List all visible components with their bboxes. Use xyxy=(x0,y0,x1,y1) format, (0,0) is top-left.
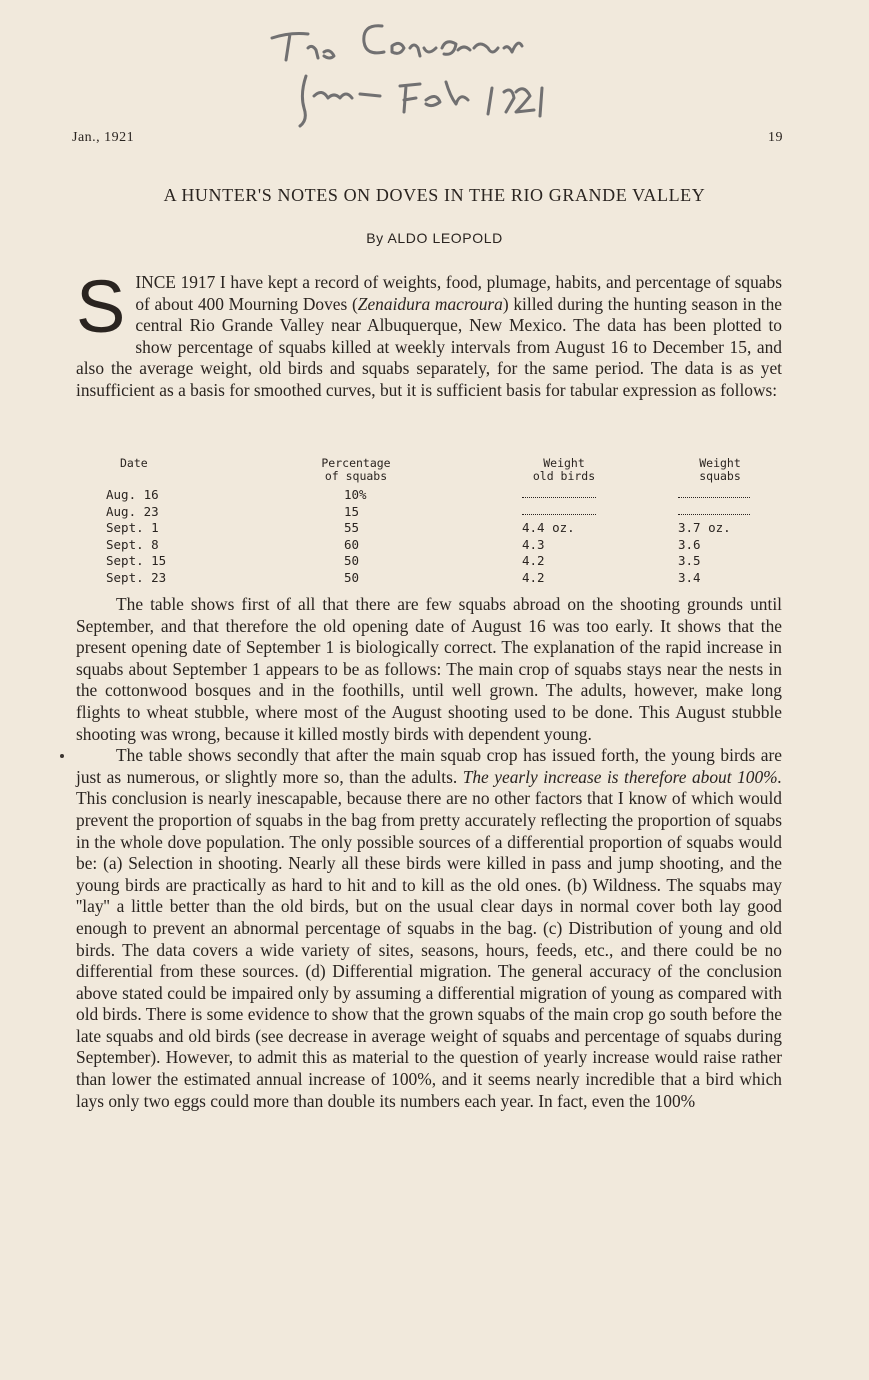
cell-weight-squabs: 3.5 xyxy=(678,553,701,568)
running-head xyxy=(72,130,783,146)
margin-mark xyxy=(60,754,64,758)
table-row xyxy=(76,553,776,570)
cell-percentage: 50 xyxy=(344,553,360,568)
drop-cap: S xyxy=(76,265,126,348)
table-header xyxy=(76,457,776,487)
article-body xyxy=(76,594,782,1112)
cell-percentage: 60 xyxy=(344,536,360,552)
species-name: Zenaidura macroura xyxy=(357,293,503,314)
cell-date: Sept. 15 xyxy=(106,553,167,568)
key-conclusion: The yearly increase is therefore about 100%. xyxy=(462,766,782,787)
header-weight-squabs-l1: Weight xyxy=(699,456,741,470)
cell-percentage: 10% xyxy=(344,487,367,502)
intro-text-b: ) killed during the hunting season in the central Rio Grande Valley near Albuquerque, New Mexico. The data has been plotted to show percentage of squabs killed at weekly intervals from August 16 to December 15, and also the average weight, old birds and squabs separately, for the same period. The data is as yet insufficient as a basis for smoothed curves, but it is sufficient basis for tabular expression as follows: xyxy=(76,293,782,400)
paragraph-1: The table shows first of all that there are few squabs abroad on the shooting grounds until September, and that therefore the old opening date of August 16 was too early. It shows that the present opening date of September 1 is biologically correct. The explanation of the rapid increase in squabs about September 1 appears to be as follows: The main crop of squabs stays near the nests in the cottonwood bosques and in the foothills, until well grown. The adults, however, make long flights to wheat stubble, where most of the August shooting used to be done. This August stubble shooting was wrong, because it killed mostly birds with dependent young. xyxy=(76,594,782,744)
intro-text-a: INCE 1917 I have kept a record of weights, food, plumage, habits, and percentage of squabs of about 400 Mourning Doves ( xyxy=(135,272,782,314)
table-row xyxy=(76,487,776,504)
table-body xyxy=(76,487,776,586)
table-row xyxy=(76,520,776,537)
cell-weight-squabs: 3.6 xyxy=(678,536,701,552)
cell-weight-squabs xyxy=(678,487,750,498)
page-number: 19 xyxy=(768,130,783,145)
intro-paragraph xyxy=(76,265,782,402)
cell-date: Sept. 8 xyxy=(106,536,159,552)
cell-date: Sept. 1 xyxy=(106,520,159,535)
issue-date: Jan., 1921 xyxy=(72,130,135,145)
cell-percentage: 50 xyxy=(344,569,360,585)
cell-weight-squabs: 3.4 xyxy=(678,569,701,585)
header-date: Date xyxy=(120,456,148,470)
header-percentage-l1: Percentage xyxy=(321,456,391,470)
cell-weight-old: 4.2 xyxy=(522,569,545,585)
paragraph-2 xyxy=(76,745,782,1112)
paragraph-2-text-b: This conclusion is nearly inescapable, because there are no other factors that I know of which would prevent the proportion of squabs in the bag from pretty accurately reflecting the proportion of squabs in the whole dove population. The only possible sources of a differential proportion of squabs would be: (a) Selection in shooting. Nearly all these birds were killed in pass and jump shooting, and the young birds are practically as hard to hit and to kill as the old ones. (b) Wildness. The squabs may ''lay'' a little better than the old birds, but on the usual clear days in normal cover both lay good enough to prevent an abnormal percentage of squabs in the bag. (c) Distribution of young and old birds. The data covers a wide variety of sites, seasons, hours, feeds, etc., and there could be no differential from these sources. (d) Differential migration. The general accuracy of the conclusion above stated could be impaired only by assuming a differential migration of young as compared with old birds. There is some evidence to show that the grown squabs of the main crop go south before the late squabs and old birds (see decrease in average weight of squabs and percentage of squabs during September). However, to admit this as material to the question of yearly increase would raise rather than lower the estimated annual increase of 100%, and it seems nearly incredible that a bird which lays only two eggs could more than double its numbers each year. In fact, even the 100% xyxy=(76,788,782,1111)
cell-date: Aug. 23 xyxy=(106,503,159,519)
cell-percentage: 15 xyxy=(344,503,360,519)
table-row xyxy=(76,504,776,521)
handwritten-annotation xyxy=(260,8,620,133)
header-percentage-l2: of squabs xyxy=(324,468,388,483)
cell-weight-squabs xyxy=(678,504,750,515)
cell-weight-old: 4.4 oz. xyxy=(522,520,575,535)
cell-weight-old: 4.3 xyxy=(522,536,545,552)
cell-weight-old: 4.2 xyxy=(522,553,545,568)
article-title: A HUNTER'S NOTES ON DOVES IN THE RIO GRANDE VALLEY xyxy=(163,185,706,205)
cell-date: Aug. 16 xyxy=(106,487,159,502)
header-weight-squabs-l2: squabs xyxy=(699,468,741,483)
table-row xyxy=(76,537,776,554)
cell-weight-squabs: 3.7 oz. xyxy=(678,520,731,535)
data-table xyxy=(76,457,776,586)
header-weight-old xyxy=(522,457,606,482)
byline: By ALDO LEOPOLD xyxy=(366,230,503,246)
header-weight-old-l2: old birds xyxy=(532,468,596,483)
header-weight-squabs xyxy=(684,457,756,482)
cell-percentage: 55 xyxy=(344,520,360,535)
cell-weight-old xyxy=(522,504,596,515)
cell-weight-old xyxy=(522,487,596,498)
cell-date: Sept. 23 xyxy=(106,569,167,585)
handwritten-annotation-drawing xyxy=(260,8,620,133)
paragraph-2-text-a: The table shows secondly that after the main squab crop has issued forth, the young birds are just as numerous, or slightly more so, than the adults. xyxy=(76,745,782,787)
header-percentage xyxy=(312,457,400,482)
header-weight-old-l1: Weight xyxy=(543,456,585,470)
table-row xyxy=(76,570,776,587)
